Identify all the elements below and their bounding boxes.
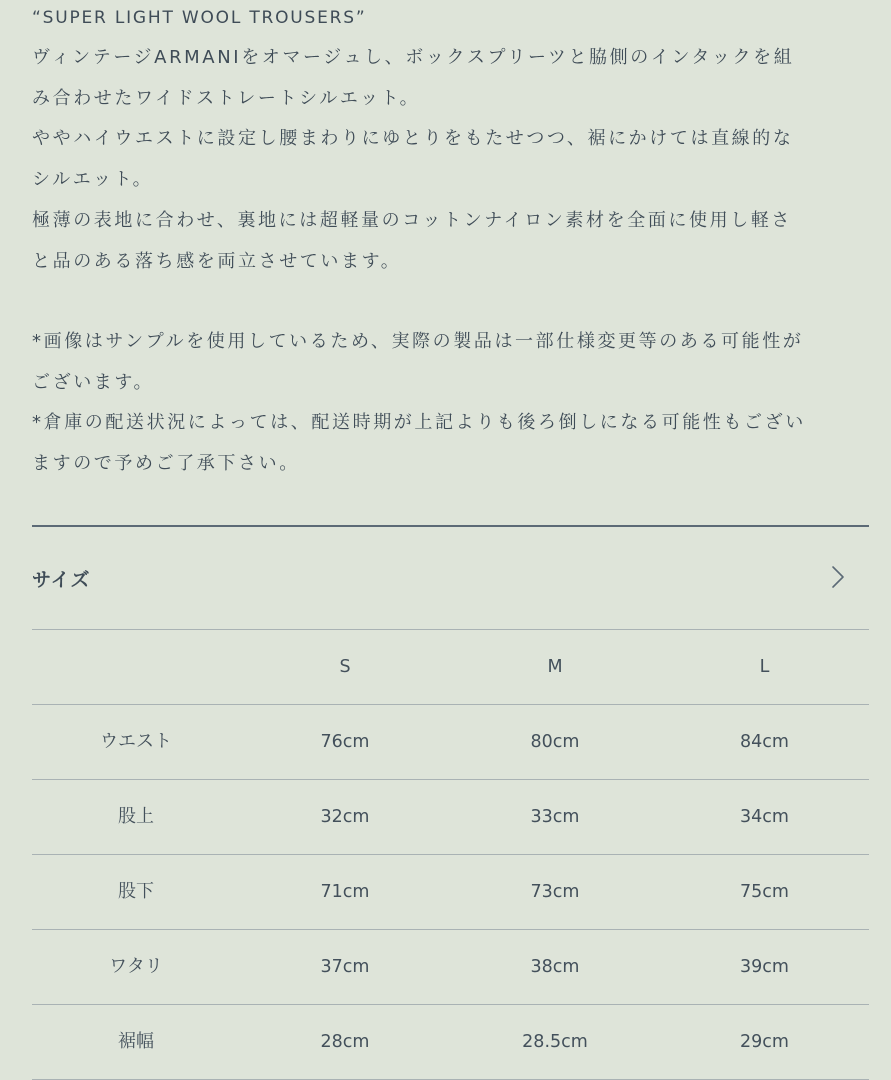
table-cell: 80cm: [530, 732, 580, 752]
table-row: [32, 929, 869, 1004]
row-label: 裾幅: [118, 1031, 154, 1052]
table-cell: 75cm: [740, 882, 789, 902]
table-cell: 39cm: [740, 957, 789, 977]
table-cell: 29cm: [740, 1032, 789, 1052]
product-description: [32, 38, 872, 282]
size-table-header: [32, 629, 869, 704]
note-line: *画像はサンプルを使用しているため、実際の製品は一部仕様変更等のある可能性が: [32, 331, 804, 352]
table-cell: 71cm: [320, 882, 370, 902]
table-cell: 37cm: [320, 957, 370, 977]
table-row: [32, 704, 869, 779]
description-line: 極薄の表地に合わせ、裏地には超軽量のコットンナイロン素材を全面に使用し軽さ: [32, 209, 793, 231]
row-label: 股上: [118, 806, 154, 827]
table-cell: 84cm: [740, 732, 789, 752]
description-line: ややハイウエストに設定し腰まわりにゆとりをもたせつつ、裾にかけては直線的な: [32, 128, 794, 150]
table-row: [32, 854, 869, 929]
row-label: 股下: [118, 881, 154, 902]
product-notes: [32, 322, 872, 485]
column-header-l: L: [759, 657, 770, 677]
description-line: ヴィンテージARMANIをオマージュし、ボックスプリーツと脇側のインタックを組: [32, 47, 795, 68]
row-label: ウエスト: [100, 731, 172, 752]
size-section-label: サイズ: [32, 569, 91, 591]
table-cell: 33cm: [530, 807, 580, 827]
note-line: ございます。: [32, 371, 155, 393]
table-cell: 38cm: [530, 957, 580, 977]
size-section-toggle[interactable]: [32, 527, 869, 630]
description-line: み合わせたワイドストレートシルエット。: [32, 87, 421, 109]
table-cell: 28cm: [320, 1032, 370, 1052]
table-cell: 28.5cm: [522, 1032, 588, 1052]
table-cell: 76cm: [320, 732, 370, 752]
row-label: ワタリ: [109, 956, 163, 977]
description-line: と品のある落ち感を両立させています。: [32, 250, 402, 272]
table-cell: 32cm: [320, 807, 370, 827]
size-table: [32, 629, 869, 1080]
chevron-right-icon: [831, 565, 845, 589]
product-name-heading: “SUPER LIGHT WOOL TROUSERS”: [32, 8, 367, 28]
table-row: [32, 1004, 869, 1080]
column-header-s: S: [339, 657, 351, 677]
table-cell: 34cm: [740, 807, 789, 827]
description-line: シルエット。: [32, 169, 154, 191]
note-line: ますので予めご了承下さい。: [32, 453, 300, 475]
note-line: *倉庫の配送状況によっては、配送時期が上記よりも後ろ倒しになる可能性もござい: [32, 412, 806, 434]
header-blank: [32, 630, 240, 704]
column-header-m: M: [547, 657, 563, 677]
table-cell: 73cm: [530, 882, 580, 902]
table-row: [32, 779, 869, 854]
